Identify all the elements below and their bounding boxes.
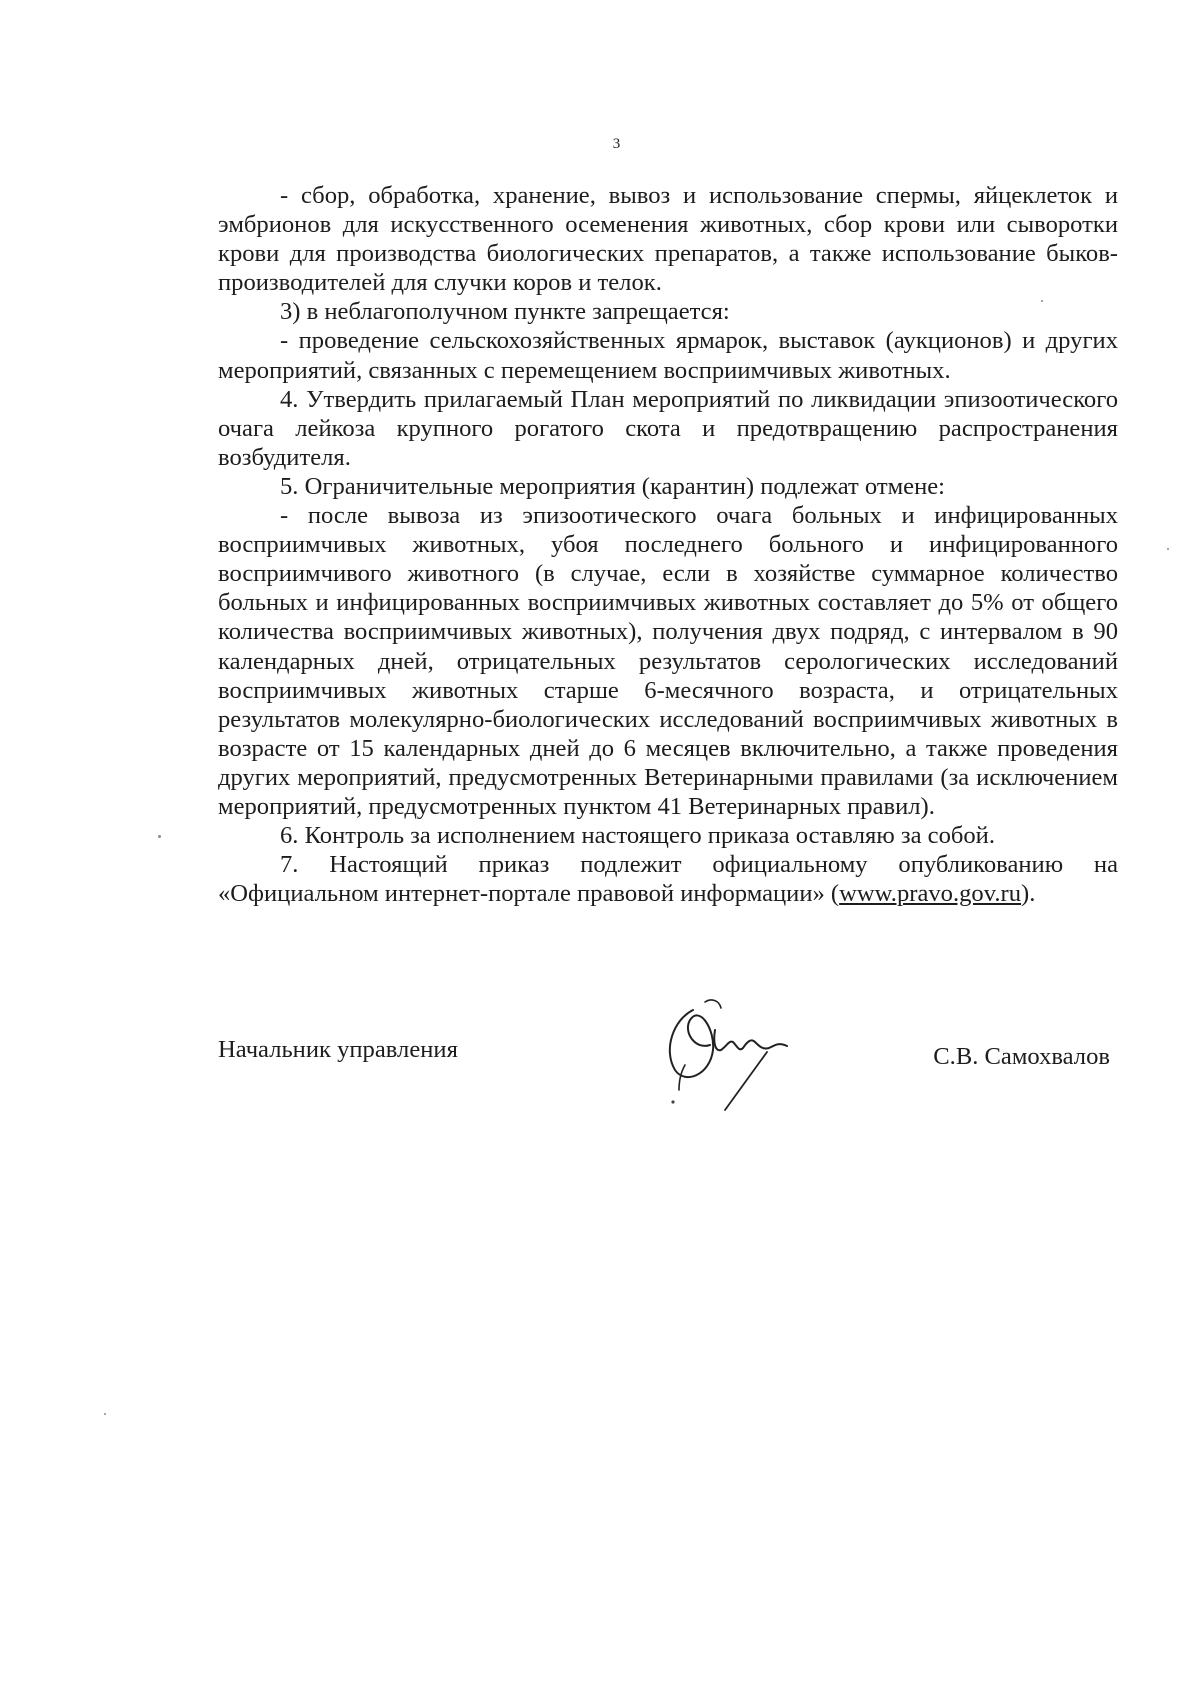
handwritten-signature bbox=[655, 990, 805, 1120]
paragraph-8-text: 7. Настоящий приказ подлежит официальному опубликованию на «Официальном интернет-портале правовой информации» ( bbox=[218, 851, 1118, 908]
page-number: 3 bbox=[612, 136, 621, 152]
paragraph-5: 5. Ограничительные мероприятия (карантин) подлежат отмене: bbox=[280, 472, 945, 500]
paragraph-2: 3) в неблагополучном пункте запрещается: bbox=[280, 298, 730, 326]
scan-speck bbox=[1167, 548, 1169, 550]
paragraph-4: 4. Утвердить прилагаемый План мероприятий по ликвидации эпизоотического очага лейкоза крупного рогатого скота и предотвращению распространения возбудителя. bbox=[218, 385, 1118, 471]
signer-title: Начальник управления bbox=[218, 1036, 458, 1063]
paragraph-1: - сбор, обработка, хранение, вывоз и использование спермы, яйцеклеток и эмбрионов для искусственного осеменения животных, сбор крови или сыворотки крови для производства биологических препаратов, а также использование быков-производителей для случки коров и телок. bbox=[218, 182, 1118, 297]
paragraph-8 bbox=[218, 850, 1118, 908]
pravo-link[interactable]: www.pravo.gov.ru bbox=[839, 880, 1022, 908]
scan-speck bbox=[104, 1413, 106, 1415]
signer-name: С.В. Самохвалов bbox=[933, 1043, 1110, 1070]
scan-speck bbox=[1041, 300, 1043, 302]
paragraph-6: - после вывоза из эпизоотического очага больных и инфицированных восприимчивых животных, убоя последнего больного и инфицированного восприимчивого животного (в случае, если в хозяйстве суммарное количество больных и инфицированных восприимчивых животных составляет до 5% от общего количества восприимчивых животных), получения двух подряд, с интервалом в 90 календарных дней, отрицательных результатов серологических исследований восприимчивых животных старше 6-месячного возраста, и отрицательных результатов молекулярно-биологических исследований восприимчивых животных в возрасте от 15 календарных дней до 6 месяцев включительно, а также проведения других мероприятий, предусмотренных Ветеринарными правилами (за исключением мероприятий, предусмотренных пунктом 41 Ветеринарных правил). bbox=[218, 502, 1118, 820]
paragraph-3: - проведение сельскохозяйственных ярмарок, выставок (аукционов) и других мероприятий, связанных с перемещением восприимчивых животных. bbox=[218, 327, 1118, 384]
paragraph-8-end: ). bbox=[1021, 880, 1036, 908]
scan-speck bbox=[158, 835, 161, 838]
document-body bbox=[218, 181, 1118, 908]
paragraph-7: 6. Контроль за исполнением настоящего приказа оставляю за собой. bbox=[280, 822, 995, 850]
